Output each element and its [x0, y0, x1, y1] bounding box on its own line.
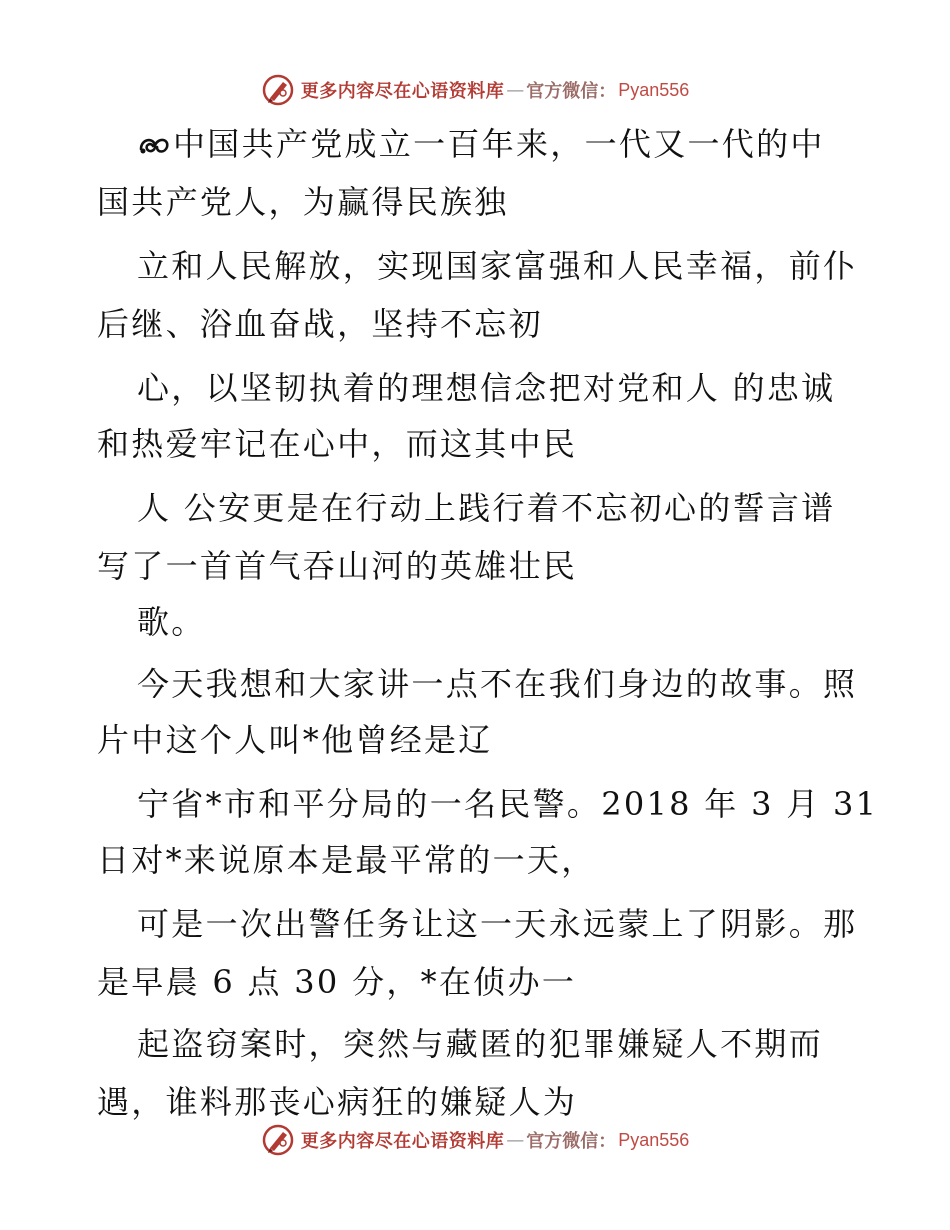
text-line: 写了一首首气吞山河的英雄壮民 — [97, 547, 578, 585]
text-line — [137, 122, 825, 166]
text-line: 遇，谁料那丧心病狂的嫌疑人为 — [97, 1083, 578, 1121]
text-line: 起盗窃案时，突然与藏匿的犯罪嫌疑人不期而 — [137, 1025, 824, 1063]
watermark-suffix: 官方微信： — [526, 1131, 617, 1152]
watermark-dash: — — [506, 1129, 525, 1151]
text-line: 是早晨 6 点 30 分，*在侦办一 — [97, 963, 577, 1001]
text-line: 日对*来说原本是最平常的一天， — [97, 841, 596, 879]
watermark-text: 更多内容尽在心语资料库 — [300, 1131, 505, 1152]
watermark-suffix: 官方微信： — [526, 81, 617, 102]
text-line: 国共产党人，为赢得民族独 — [97, 183, 509, 221]
text-line: 后继、浴血奋战，坚持不忘初 — [97, 305, 543, 343]
watermark-text: 更多内容尽在心语资料库 — [300, 81, 505, 102]
watermark-id: Pyan556 — [618, 1129, 690, 1150]
watermark-dash: — — [506, 79, 525, 101]
text-line: 宁省*市和平分局的一名民警。2018 年 3 月 31 — [137, 785, 879, 823]
watermark-id: Pyan556 — [618, 79, 690, 100]
text-line: 今天我想和大家讲一点不在我们身边的故事。照 — [137, 665, 858, 703]
text-line: 歌。 — [137, 603, 206, 641]
text-line-content: 中国共产党成立一百年来，一代又一代的中 — [173, 125, 825, 163]
text-line: 可是一次出警任务让这一天永远蒙上了阴影。那 — [137, 905, 858, 943]
text-line: 和热爱牢记在心中，而这其中民 — [97, 425, 578, 463]
pen-logo-icon — [261, 73, 295, 107]
text-line: 立和人民解放，实现国家富强和人民幸福，前仆 — [137, 247, 858, 285]
footer-watermark — [0, 1120, 950, 1160]
text-line: 人 公安更是在行动上践行着不忘初心的誓言谱 — [137, 489, 836, 527]
text-line: 片中这个人叫*他曾经是辽 — [97, 721, 493, 759]
ornament-bullet-icon — [137, 129, 171, 159]
pen-logo-icon — [261, 1123, 295, 1157]
text-line: 心，以坚韧执着的理想信念把对党和人 的忠诚 — [137, 369, 836, 407]
header-watermark — [0, 70, 950, 110]
